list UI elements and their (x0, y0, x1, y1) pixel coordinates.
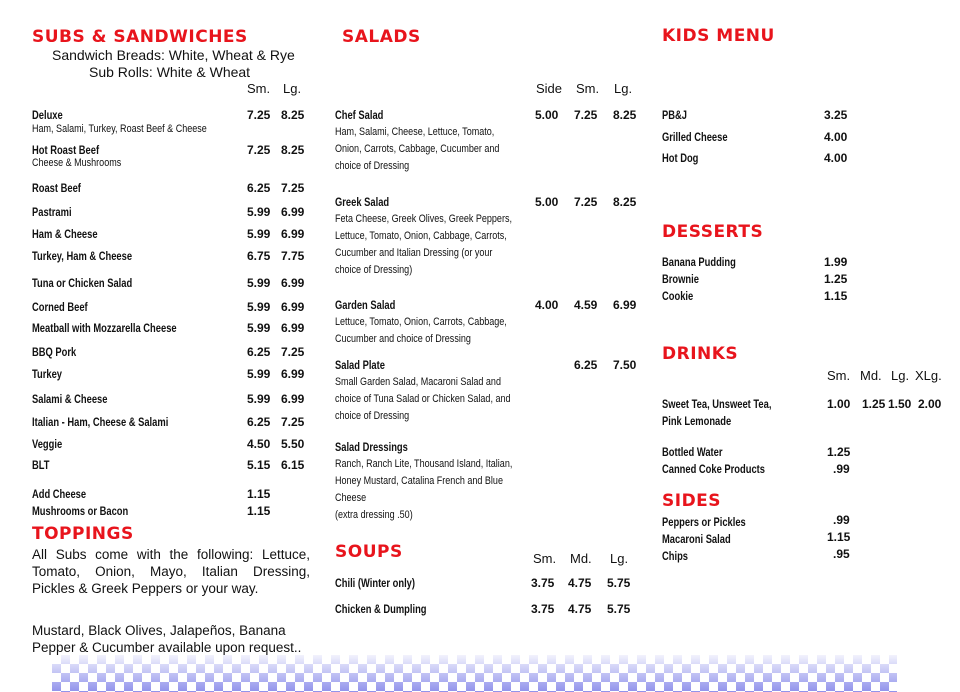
side-item-name: Peppers or Pickles (662, 515, 746, 529)
sub-item-price-lg: 8.25 (281, 108, 305, 122)
side-item-price: 1.15 (827, 530, 851, 544)
soup-price-sm: 3.75 (531, 602, 555, 616)
kids-item-name: Grilled Cheese (662, 130, 728, 144)
soup-price-sm: 3.75 (531, 576, 555, 590)
salad-price-side: 4.00 (535, 298, 559, 312)
salad-item-desc: Cucumber and Italian Dressing (or your (335, 247, 493, 259)
sub-item-name: Hot Roast Beef (32, 143, 100, 157)
dessert-item-price: 1.99 (824, 255, 848, 269)
soup-item-name: Chili (Winter only) (335, 576, 415, 590)
sub-item-name: Deluxe (32, 108, 63, 122)
sub-item-price-sm: 4.50 (247, 437, 271, 451)
sub-item-price-lg: 6.99 (281, 276, 305, 290)
salad-item-name: Salad Plate (335, 358, 385, 372)
kids-item-name: PB&J (662, 108, 687, 122)
salad-price-side: 5.00 (535, 108, 559, 122)
kids-item-price: 4.00 (824, 130, 848, 144)
dessert-item-name: Cookie (662, 289, 694, 303)
drinks-col-lg: Lg. (891, 368, 910, 383)
salad-price-lg: 7.50 (613, 358, 637, 372)
drinks-col-sm: Sm. (827, 368, 851, 383)
sub-item-price-sm: 5.99 (247, 227, 271, 241)
salad-item-desc: choice of Tuna Salad or Chicken Salad, and (335, 393, 511, 405)
side-item-price: .95 (833, 547, 850, 561)
salad-item-desc: Small Garden Salad, Macaroni Salad and (335, 376, 501, 388)
drink-item-price: 1.25 (827, 445, 851, 459)
sub-item-desc: Cheese & Mushrooms (32, 157, 122, 169)
sides-heading: SIDES (662, 491, 722, 511)
kids-item-price: 4.00 (824, 151, 848, 165)
sub-item-name: Italian - Ham, Cheese & Salami (32, 415, 169, 429)
salad-item-name: Greek Salad (335, 195, 390, 209)
sub-item-price-sm: 5.99 (247, 321, 271, 335)
side-item-name: Macaroni Salad (662, 532, 731, 546)
sub-item-price-sm: 6.75 (247, 249, 271, 263)
salad-price-lg: 8.25 (613, 195, 637, 209)
sub-item-name: Veggie (32, 437, 63, 451)
drinks-col-md: Md. (860, 368, 882, 383)
sub-item-price-lg: 6.99 (281, 205, 305, 219)
sub-item-price-lg: 7.75 (281, 249, 305, 263)
sub-item-name: Turkey, Ham & Cheese (32, 249, 133, 263)
sub-item-price-sm: 7.25 (247, 143, 271, 157)
salad-item-desc: Cheese (335, 492, 367, 504)
sub-item-name: Roast Beef (32, 181, 81, 195)
dessert-item-name: Brownie (662, 272, 699, 286)
sub-item-price-lg: 7.25 (281, 345, 305, 359)
drink-tea-name: Sweet Tea, Unsweet Tea, (662, 397, 772, 411)
sub-item-price-sm: 6.25 (247, 345, 271, 359)
sub-item-price-lg: 8.25 (281, 143, 305, 157)
soup-price-md: 4.75 (568, 602, 592, 616)
salad-price-sm: 7.25 (574, 108, 598, 122)
sub-rolls-note: Sub Rolls: White & Wheat (89, 64, 251, 80)
subs-col-sm: Sm. (247, 81, 271, 96)
sub-item-price-lg: 6.15 (281, 458, 305, 472)
sub-item-price-sm: 5.99 (247, 276, 271, 290)
drink-tea-price-xlg: 2.00 (918, 397, 942, 411)
sub-item-price-lg: 5.50 (281, 437, 305, 451)
drink-tea-price-md: 1.25 (862, 397, 886, 411)
sub-item-price-sm: 5.15 (247, 458, 271, 472)
dessert-item-price: 1.15 (824, 289, 848, 303)
salads-col-lg: Lg. (614, 81, 633, 96)
soups-col-lg: Lg. (610, 551, 629, 566)
sub-extra-price: 1.15 (247, 504, 271, 518)
sub-extra-price: 1.15 (247, 487, 271, 501)
sub-extra-name: Mushrooms or Bacon (32, 504, 129, 518)
salad-item-desc: Cucumber and choice of Dressing (335, 333, 471, 345)
sub-item-price-lg: 6.99 (281, 300, 305, 314)
sub-item-name: Pastrami (32, 205, 72, 219)
sub-item-price-sm: 5.99 (247, 367, 271, 381)
drink-item-name: Bottled Water (662, 445, 723, 459)
salad-item-desc: Ranch, Ranch Lite, Thousand Island, Italian, (335, 458, 513, 470)
salad-price-lg: 6.99 (613, 298, 637, 312)
dessert-item-price: 1.25 (824, 272, 848, 286)
drink-tea-name-line2: Pink Lemonade (662, 414, 732, 428)
sub-item-price-lg: 6.99 (281, 227, 305, 241)
sub-item-price-lg: 7.25 (281, 181, 305, 195)
side-item-price: .99 (833, 513, 850, 527)
soup-price-lg: 5.75 (607, 576, 631, 590)
sub-item-name: Corned Beef (32, 300, 88, 314)
kids-item-price: 3.25 (824, 108, 848, 122)
sub-item-price-lg: 7.25 (281, 415, 305, 429)
salad-item-desc: choice of Dressing (335, 410, 410, 422)
subs-col-lg: Lg. (283, 81, 302, 96)
salad-dressings-title: Salad Dressings (335, 440, 408, 454)
sub-item-name: Tuna or Chicken Salad (32, 276, 133, 290)
soups-col-md: Md. (570, 551, 592, 566)
salad-price-sm: 7.25 (574, 195, 598, 209)
dessert-item-name: Banana Pudding (662, 255, 736, 269)
salad-item-name: Garden Salad (335, 298, 396, 312)
salad-price-sm: 6.25 (574, 358, 598, 372)
sub-item-price-sm: 5.99 (247, 392, 271, 406)
soup-price-md: 4.75 (568, 576, 592, 590)
sub-item-price-sm: 5.99 (247, 300, 271, 314)
sub-item-price-lg: 6.99 (281, 392, 305, 406)
salad-item-desc: choice of Dressing) (335, 264, 413, 276)
sub-item-price-lg: 6.99 (281, 367, 305, 381)
kids-item-name: Hot Dog (662, 151, 699, 165)
toppings-standard-text: All Subs come with the following: Lettuce, Tomato, Onion, Mayo, Italian Dressing, Pickles & Greek Peppers or your way. (32, 547, 310, 596)
salad-item-desc: choice of Dressing (335, 160, 410, 172)
sub-item-price-sm: 6.25 (247, 181, 271, 195)
salads-heading: SALADS (342, 27, 421, 47)
sub-item-price-lg: 6.99 (281, 321, 305, 335)
sub-item-name: Ham & Cheese (32, 227, 98, 241)
salad-price-lg: 8.25 (613, 108, 637, 122)
sandwich-breads-note: Sandwich Breads: White, Wheat & Rye (52, 47, 295, 63)
salad-price-side: 5.00 (535, 195, 559, 209)
sub-item-price-sm: 5.99 (247, 205, 271, 219)
side-item-name: Chips (662, 549, 689, 563)
sub-item-desc: Ham, Salami, Turkey, Roast Beef & Cheese (32, 123, 207, 135)
drinks-heading: DRINKS (662, 344, 739, 364)
sub-item-name: Turkey (32, 367, 63, 381)
salad-item-desc: Feta Cheese, Greek Olives, Greek Peppers, (335, 213, 512, 225)
sub-item-price-sm: 7.25 (247, 108, 271, 122)
sub-item-name: Meatball with Mozzarella Cheese (32, 321, 177, 335)
salad-item-desc: (extra dressing .50) (335, 509, 413, 521)
salads-col-sm: Sm. (576, 81, 600, 96)
toppings-request-text: Mustard, Black Olives, Jalapeños, Banana Pepper & Cucumber available upon request.. (32, 623, 302, 655)
soups-heading: SOUPS (335, 542, 403, 562)
soup-price-lg: 5.75 (607, 602, 631, 616)
toppings-heading: TOPPINGS (32, 524, 134, 544)
salad-price-sm: 4.59 (574, 298, 598, 312)
drink-tea-price-sm: 1.00 (827, 397, 851, 411)
sub-item-name: BBQ Pork (32, 345, 77, 359)
sub-item-name: Salami & Cheese (32, 392, 108, 406)
salad-item-desc: Honey Mustard, Catalina French and Blue (335, 475, 503, 487)
checkered-fade-overlay (52, 655, 897, 692)
drinks-col-xlg: XLg. (915, 368, 942, 383)
desserts-heading: DESSERTS (662, 222, 764, 242)
kids-menu-heading: KIDS MENU (662, 26, 775, 46)
salad-item-desc: Lettuce, Tomato, Onion, Carrots, Cabbage, (335, 316, 507, 328)
salads-col-side: Side (536, 81, 563, 96)
salad-item-desc: Onion, Carrots, Cabbage, Cucumber and (335, 143, 500, 155)
subs-heading: SUBS & SANDWICHES (32, 27, 248, 47)
soup-item-name: Chicken & Dumpling (335, 602, 427, 616)
salad-item-desc: Lettuce, Tomato, Onion, Cabbage, Carrots, (335, 230, 507, 242)
salad-item-desc: Ham, Salami, Cheese, Lettuce, Tomato, (335, 126, 495, 138)
sub-extra-name: Add Cheese (32, 487, 87, 501)
salad-item-name: Chef Salad (335, 108, 384, 122)
drink-tea-price-lg: 1.50 (888, 397, 912, 411)
drink-item-price: .99 (833, 462, 850, 476)
drink-item-name: Canned Coke Products (662, 462, 765, 476)
sub-item-name: BLT (32, 458, 50, 472)
soups-col-sm: Sm. (533, 551, 557, 566)
sub-item-price-sm: 6.25 (247, 415, 271, 429)
